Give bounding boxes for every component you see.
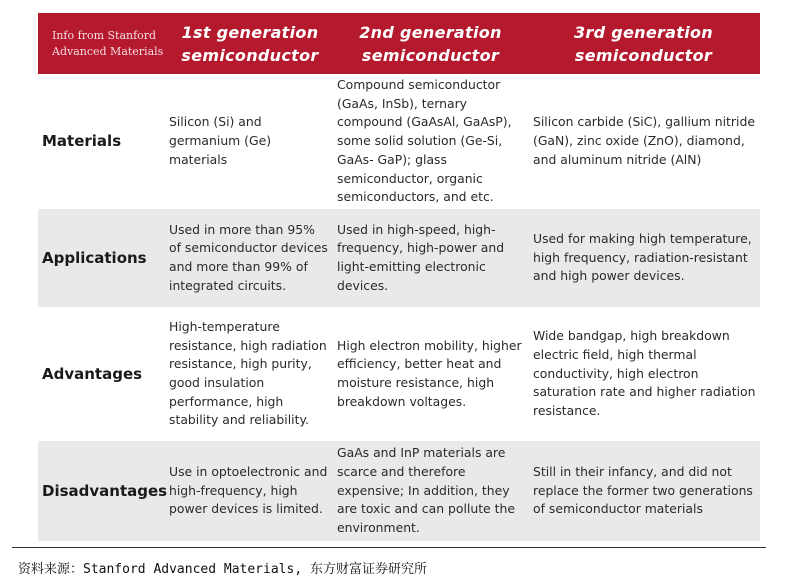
row-label: Materials — [42, 132, 122, 151]
header-source-line2: Advanced Materials — [52, 44, 164, 58]
header-gen2-line2: semiconductor — [361, 45, 500, 65]
cell-gen3: Still in their infancy, and did not replace the former two generations of semiconductor materials — [533, 463, 753, 517]
table-header-row — [38, 13, 760, 74]
header-source-line1: Info from Stanford — [52, 28, 157, 42]
header-gen3-line2: semiconductor — [574, 45, 713, 65]
header-gen2-line1: 2nd generation — [359, 22, 502, 42]
table-row-applications — [38, 209, 760, 307]
comparison-table — [38, 13, 760, 541]
header-gen1-line2: semiconductor — [181, 45, 319, 65]
cell-gen1: High-temperature resistance, high radiation resistance, high purity, good insulation performance, high stability and reliability. — [169, 318, 327, 428]
cell-gen3: Used for making high temperature, high frequency, radiation-resistant and high power devices. — [533, 230, 752, 284]
cell-gen2: Compound semiconductor (GaAs, InSb), ternary compound (GaAsAl, GaAsP), some solid solution (Ge-Si, GaAs- GaP); glass semiconductor, organic semiconductors, and etc. — [337, 77, 512, 205]
source-note: 资料来源：Stanford Advanced Materials, 东方财富证券研究所 — [18, 562, 427, 577]
header-gen3-line1: 3rd generation — [574, 22, 713, 42]
source-divider — [12, 547, 766, 548]
cell-gen2: GaAs and InP materials are scarce and therefore expensive; In addition, they are toxic and can pollute the environment. — [337, 445, 515, 536]
row-label: Disadvantages — [42, 481, 168, 500]
row-label: Applications — [42, 248, 147, 267]
cell-gen3: Wide bandgap, high breakdown electric field, high thermal conductivity, high electron saturation rate and higher radiation resistance. — [533, 328, 756, 419]
cell-gen1: Use in optoelectronic and high-frequency, high power devices is limited. — [169, 463, 328, 517]
table-row-disadvantages — [38, 441, 760, 541]
cell-gen1: Silicon (Si) and germanium (Ge) materials — [169, 114, 272, 167]
cell-gen1: Used in more than 95% of semiconductor devices and more than 99% of integrated circuits. — [169, 221, 328, 293]
header-gen1 — [166, 13, 334, 74]
cell-gen2: Used in high-speed, high-frequency, high-power and light-emitting electronic devices. — [337, 221, 505, 293]
header-gen3 — [527, 13, 760, 74]
header-gen2 — [334, 13, 527, 74]
table-row-materials — [38, 74, 760, 209]
row-label: Advantages — [42, 364, 143, 383]
table-row-advantages — [38, 307, 760, 441]
header-source-cell — [38, 13, 166, 74]
cell-gen3: Silicon carbide (SiC), gallium nitride (GaN), zinc oxide (ZnO), diamond, and aluminum nitride (AlN) — [533, 114, 755, 167]
header-gen1-line1: 1st generation — [181, 22, 319, 42]
cell-gen2: High electron mobility, higher efficiency, better heat and moisture resistance, high breakdown voltages. — [337, 337, 522, 409]
